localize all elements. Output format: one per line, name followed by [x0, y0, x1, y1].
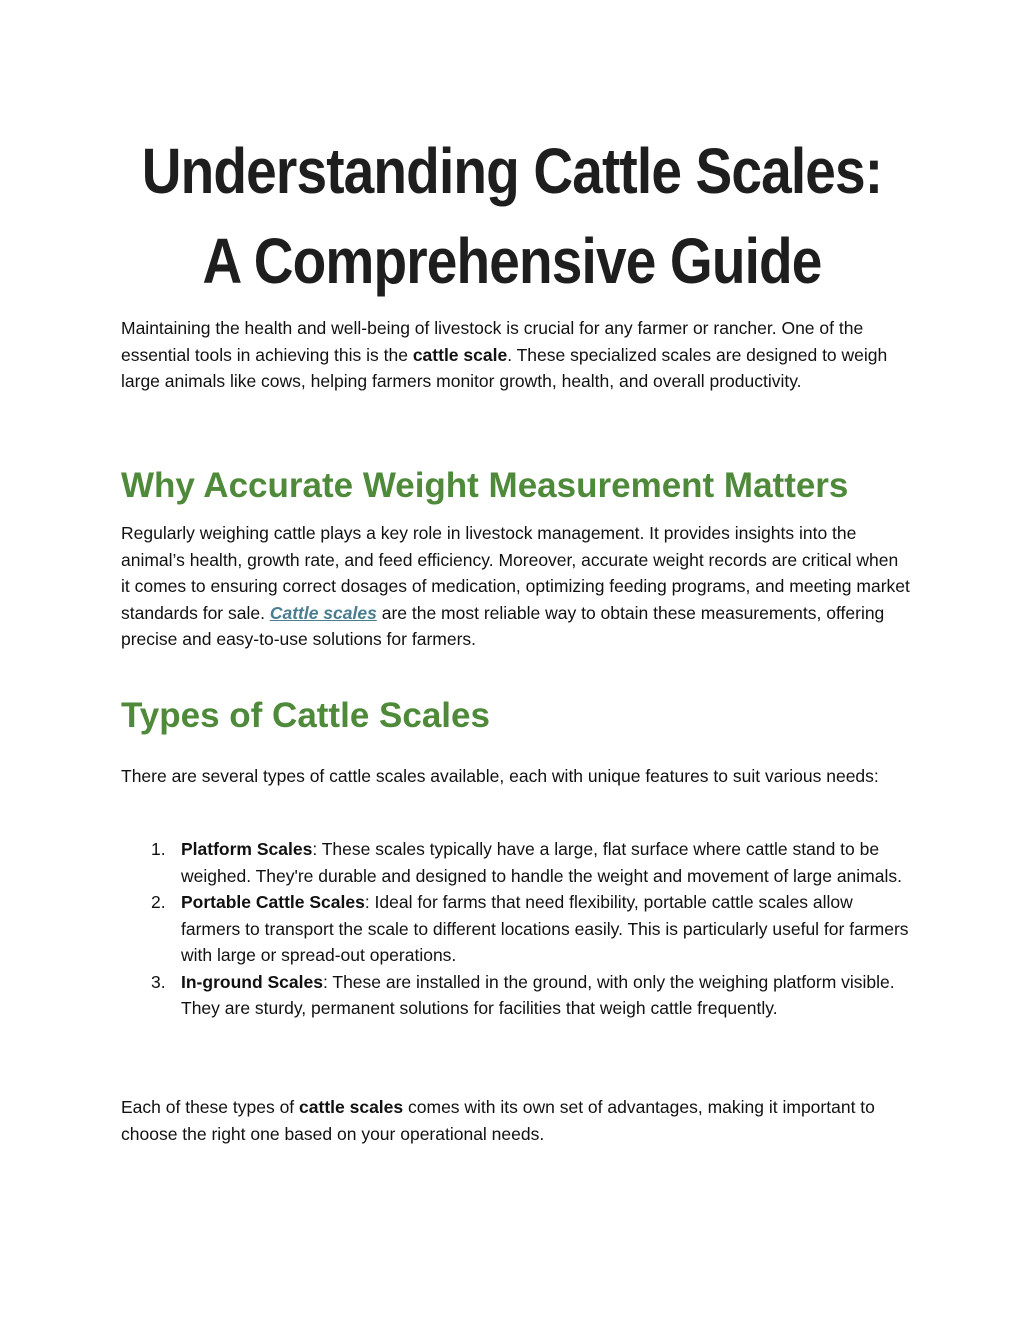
intro-bold-cattle-scale: cattle scale [412, 344, 508, 365]
weight-measurement-paragraph [121, 520, 911, 653]
list-item-name: In-ground Scales [181, 971, 323, 992]
list-item-number: 1. [151, 839, 166, 859]
types-intro-paragraph: There are several types of cattle scales available, each with unique features to suit various needs: [121, 766, 879, 786]
list-item-number: 2. [151, 892, 166, 912]
page-title-line-1: Understanding Cattle Scales: [141, 135, 883, 207]
list-item-name: Portable Cattle Scales [181, 892, 365, 912]
page-title [72, 126, 953, 306]
weight-text-2: are the most reliable way to obtain these measurements, offering precise and easy-to-use solutions for farmers. [121, 602, 885, 649]
list-item [121, 836, 911, 889]
closing-text-2: comes with its own set of advantages, making it important to choose the right one based on your operational needs. [121, 1097, 875, 1144]
list-item-number: 3. [151, 971, 166, 992]
list-item-name: Platform Scales [181, 839, 313, 859]
closing-text-1: Each of these types of [121, 1097, 300, 1117]
scale-types-list [121, 836, 911, 1022]
intro-paragraph [121, 315, 911, 395]
section-heading-weight-measurement: Why Accurate Weight Measurement Matters [121, 466, 849, 505]
list-item-text: : These scales typically have a large, flat surface where cattle stand to be weighed. They're durable and designed to handle the weight and movement of large animals. [181, 839, 902, 886]
list-item-text: : Ideal for farms that need flexibility, portable cattle scales allow farmers to transport the scale to different locations easily. This is particularly useful for farmers with large or spread-out operations. [181, 892, 909, 965]
section-heading-types: Types of Cattle Scales [121, 696, 490, 735]
list-item [121, 969, 911, 1022]
intro-text-1: Maintaining the health and well-being of livestock is crucial for any farmer or rancher. One of the essential tools in achieving this is the [121, 318, 864, 365]
page-title-line-2: A Comprehensive Guide [202, 225, 822, 297]
closing-paragraph [121, 1094, 911, 1147]
list-item-text: : These are installed in the ground, with only the weighing platform visible. They are sturdy, permanent solutions for facilities that weigh cattle frequently. [181, 971, 895, 1018]
cattle-scales-link[interactable]: Cattle scales [269, 602, 377, 623]
list-item [121, 889, 911, 969]
weight-text-1: Regularly weighing cattle plays a key role in livestock management. It provides insights into the animal’s health, growth rate, and feed efficiency. Moreover, accurate weight records are critical when it comes to ensuring correct dosages of medication, optimizing feeding programs, and meeting market standards for sale. [121, 523, 910, 623]
closing-bold-cattle-scales: cattle scales [299, 1097, 404, 1117]
intro-text-2: . These specialized scales are designed to weigh large animals like cows, helping farmers monitor growth, health, and overall productivity. [121, 344, 888, 391]
